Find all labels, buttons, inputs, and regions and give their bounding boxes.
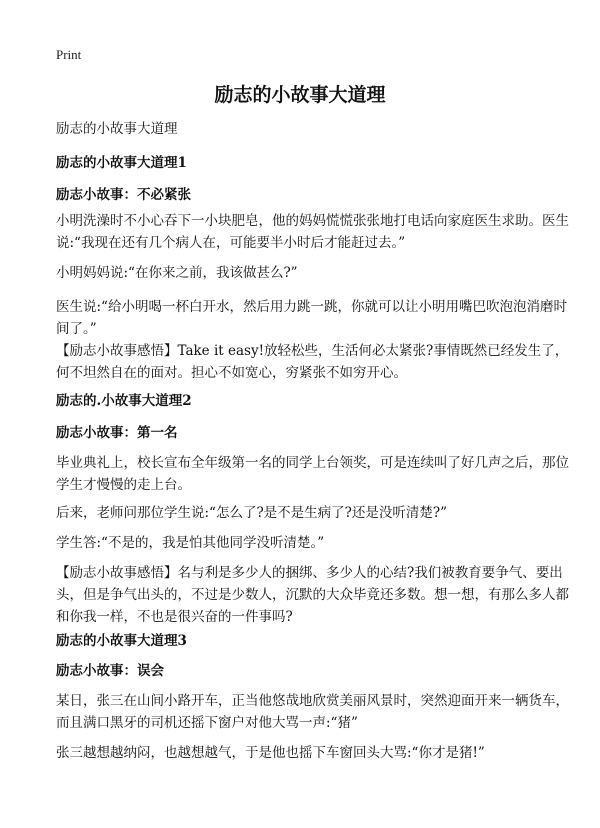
- section-subheading: 励志小故事：第一名: [56, 425, 178, 441]
- section-heading: 励志的小故事大道理3: [56, 633, 187, 649]
- paragraph: 某日，张三在山间小路开车，正当他悠哉地欣赏美丽风景时，突然迎面开来一辆货车，而且满口黑牙的司机还摇下窗户对他大骂一声:“猪”: [56, 693, 569, 731]
- section-heading: 励志的.小故事大道理2: [56, 393, 192, 409]
- print-link[interactable]: Print: [56, 47, 82, 62]
- section-subheading: 励志小故事：误会: [56, 663, 164, 679]
- paragraph: 【励志小故事感悟】Take it easy!放轻松些，生活何必太紧张?事情既然已经发生了，何不坦然自在的面对。担心不如宽心，穷紧张不如穷开心。: [56, 343, 569, 381]
- paragraph: 医生说:“给小明喝一杯白开水，然后用力跳一跳，你就可以让小明用嘴巴吹泡泡消磨时间了。”: [56, 299, 567, 337]
- section-subheading: 励志小故事：不必紧张: [56, 187, 191, 203]
- paragraph: 【励志小故事感悟】名与利是多少人的捆绑、多少人的心结?我们被教育要争气、要出头，但是争气出头的，不过是少数人，沉默的大众毕竟还多数。想一想，有那么多人都和你我一样，不也是很兴奋的一件事吗?: [56, 565, 569, 625]
- paragraph: 小明妈妈说:“在你来之前，我该做甚么?”: [56, 265, 298, 281]
- paragraph: 小明洗澡时不小心吞下一小块肥皂，他的妈妈慌慌张张地打电话向家庭医生求助。医生说:“我现在还有几个病人在，可能要半小时后才能赶过去。”: [56, 213, 569, 251]
- paragraph: 张三越想越纳闷，也越想越气，于是他也摇下车窗回头大骂:“你才是猪!”: [56, 745, 485, 761]
- section-heading: 励志的小故事大道理1: [56, 155, 187, 171]
- paragraph: 后来，老师问那位学生说:“怎么了?是不是生病了?还是没听清楚?”: [56, 505, 448, 521]
- paragraph: 毕业典礼上，校长宣布全年级第一名的同学上台领奖，可是连续叫了好几声之后，那位学生才慢慢的走上台。: [56, 455, 569, 493]
- paragraph: 学生答:“不是的，我是怕其他同学没听清楚。”: [56, 535, 325, 551]
- page-title: 励志的小故事大道理: [214, 84, 386, 106]
- intro-text: 励志的小故事大道理: [56, 121, 178, 137]
